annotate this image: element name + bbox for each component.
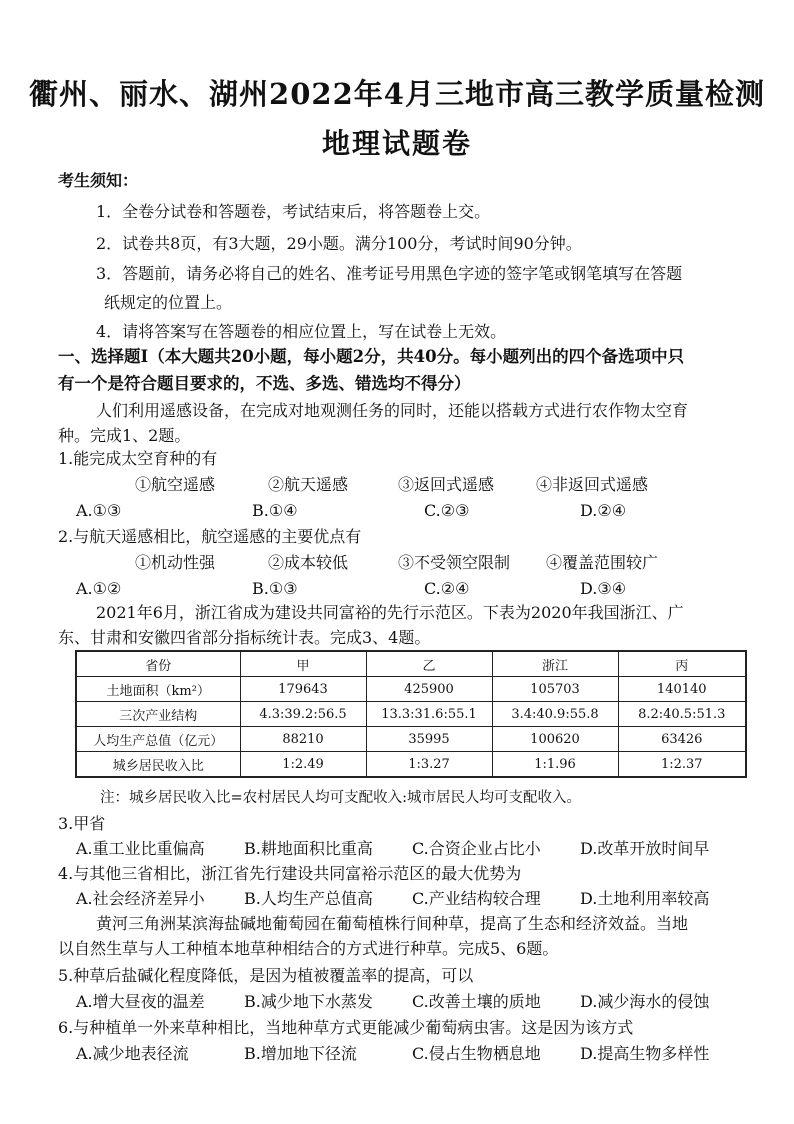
q1-items <box>0 477 794 497</box>
q2-option-d: D.③④ <box>580 579 627 598</box>
notice-item-1: 1．全卷分试卷和答题卷，考试结束后，将答题卷上交。 <box>96 202 491 221</box>
q6-option-c: C.侵占生物栖息地 <box>412 1044 541 1063</box>
table-cell: 35995 <box>366 727 492 752</box>
table-cell: 140140 <box>618 677 746 702</box>
q2-option-b: B.①③ <box>252 579 298 598</box>
q4-option-d: D.土地利用率较高 <box>580 889 710 908</box>
passage1-line1: 人们利用遥感设备，在完成对地观测任务的同时，还能以搭载方式进行农作物太空育 <box>96 401 689 420</box>
q3-option-b: B.耕地面积比重高 <box>244 839 373 858</box>
table-cell: 88210 <box>240 727 366 752</box>
q1-item-3: ③返回式遥感 <box>398 475 495 494</box>
table-cell: 4.3:39.2:56.5 <box>240 702 366 727</box>
table-cell: 城乡居民收入比 <box>76 752 240 778</box>
q3-stem: 3.甲省 <box>58 814 106 833</box>
table-cell: 425900 <box>366 677 492 702</box>
q1-option-b: B.①④ <box>252 501 298 520</box>
q3-option-c: C.合资企业占比小 <box>412 839 541 858</box>
q5-option-b: B.减少地下水蒸发 <box>244 992 373 1011</box>
q2-item-3: ③不受领空限制 <box>398 553 511 572</box>
q2-option-c: C.②④ <box>424 579 470 598</box>
notice-item-3-cont: 纸规定的位置上。 <box>104 293 233 312</box>
q4-options <box>0 891 794 911</box>
section-heading-line1: 一、选择题Ⅰ（本大题共20小题，每小题2分，共40分。每小题列出的四个备选项中只 <box>58 347 685 366</box>
table-row <box>76 702 746 727</box>
passage1-line2: 种。完成1、2题。 <box>58 426 191 445</box>
table-note: 注：城乡居民收入比=农村居民人均可支配收入:城市居民人均可支配收入。 <box>100 790 582 806</box>
q4-stem: 4.与其他三省相比，浙江省先行建设共同富裕示范区的最大优势为 <box>58 864 522 883</box>
q1-stem: 1.能完成太空育种的有 <box>58 449 218 468</box>
table-row <box>76 677 746 702</box>
table-cell: 1:3.27 <box>366 752 492 778</box>
table-header-cell: 浙江 <box>492 651 618 677</box>
q6-option-b: B.增加地下径流 <box>244 1044 357 1063</box>
table-header-cell: 丙 <box>618 651 746 677</box>
q6-options <box>0 1046 794 1066</box>
passage2-line2: 东、甘肃和安徽四省部分指标统计表。完成3、4题。 <box>58 628 431 647</box>
q3-option-d: D.改革开放时间早 <box>580 839 710 858</box>
q1-option-c: C.②③ <box>424 501 470 520</box>
q3-options <box>0 841 794 861</box>
table-row <box>76 752 746 778</box>
table-header-cell: 乙 <box>366 651 492 677</box>
table-cell: 3.4:40.9:55.8 <box>492 702 618 727</box>
exam-subtitle: 地理试题卷 <box>321 127 472 160</box>
section-heading-line2: 有一个是符合题目要求的，不选、多选、错选均不得分） <box>58 374 471 393</box>
notice-heading: 考生须知： <box>58 171 139 190</box>
table-cell: 8.2:40.5:51.3 <box>618 702 746 727</box>
table-cell: 100620 <box>492 727 618 752</box>
q5-option-d: D.减少海水的侵蚀 <box>580 992 710 1011</box>
q5-option-c: C.改善土壤的质地 <box>412 992 541 1011</box>
q1-item-4: ④非返回式遥感 <box>536 475 649 494</box>
passage2-line1: 2021年6月，浙江省成为建设共同富裕的先行示范区。下表为2020年我国浙江、广 <box>96 603 684 622</box>
province-stats-table <box>75 650 747 778</box>
q6-option-a: A.减少地表径流 <box>76 1044 189 1063</box>
q5-options <box>0 994 794 1014</box>
table-row <box>76 727 746 752</box>
table-cell: 179643 <box>240 677 366 702</box>
q4-option-a: A.社会经济差异小 <box>76 889 205 908</box>
q6-stem: 6.与种植单一外来草种相比，当地种草方式更能减少葡萄病虫害。这是因为该方式 <box>58 1018 634 1037</box>
q4-option-b: B.人均生产总值高 <box>244 889 373 908</box>
q5-option-a: A.增大昼夜的温差 <box>76 992 205 1011</box>
notice-item-4: 4．请将答案写在答题卷的相应位置上，写在试卷上无效。 <box>96 322 507 341</box>
q1-option-a: A.①③ <box>76 501 122 520</box>
q1-option-d: D.②④ <box>580 501 627 520</box>
q2-item-1: ①机动性强 <box>135 553 216 572</box>
table-cell: 105703 <box>492 677 618 702</box>
q2-items <box>0 555 794 575</box>
table-cell: 人均生产总值（亿元） <box>76 727 240 752</box>
q4-option-c: C.产业结构较合理 <box>412 889 541 908</box>
q5-stem: 5.种草后盐碱化程度降低，是因为植被覆盖率的提高，可以 <box>58 966 474 985</box>
q1-options <box>0 503 794 523</box>
table-header-cell: 甲 <box>240 651 366 677</box>
table-header-cell: 省份 <box>76 651 240 677</box>
table-header-row <box>76 651 746 677</box>
table-cell: 三次产业结构 <box>76 702 240 727</box>
q2-option-a: A.①② <box>76 579 122 598</box>
table-cell: 63426 <box>618 727 746 752</box>
q2-item-4: ④覆盖范围较广 <box>546 553 659 572</box>
notice-item-2: 2．试卷共8页，有3大题，29小题。满分100分，考试时间90分钟。 <box>96 234 582 253</box>
passage3-line1: 黄河三角洲某滨海盐碱地葡萄园在葡萄植株行间种草，提高了生态和经济效益。当地 <box>96 914 689 933</box>
q1-item-2: ②航天遥感 <box>268 475 349 494</box>
table-cell: 1:2.49 <box>240 752 366 778</box>
table-cell: 13.3:31.6:55.1 <box>366 702 492 727</box>
exam-title: 衢州、丽水、湖州2022年4月三地市高三教学质量检测 <box>29 77 765 111</box>
q1-item-1: ①航空遥感 <box>135 475 216 494</box>
q2-stem: 2.与航天遥感相比，航空遥感的主要优点有 <box>58 527 362 546</box>
table-cell: 1:1.96 <box>492 752 618 778</box>
q3-option-a: A.重工业比重偏高 <box>76 839 205 858</box>
q2-options <box>0 581 794 601</box>
q6-option-d: D.提高生物多样性 <box>580 1044 710 1063</box>
notice-item-3: 3．答题前，请务必将自己的姓名、准考证号用黑色字迹的签字笔或钢笔填写在答题 <box>96 264 683 283</box>
passage3-line2: 以自然生草与人工种植本地草种相结合的方式进行种草。完成5、6题。 <box>58 939 559 958</box>
q2-item-2: ②成本较低 <box>268 553 349 572</box>
table-cell: 1:2.37 <box>618 752 746 778</box>
table-cell: 土地面积（km²） <box>76 677 240 702</box>
